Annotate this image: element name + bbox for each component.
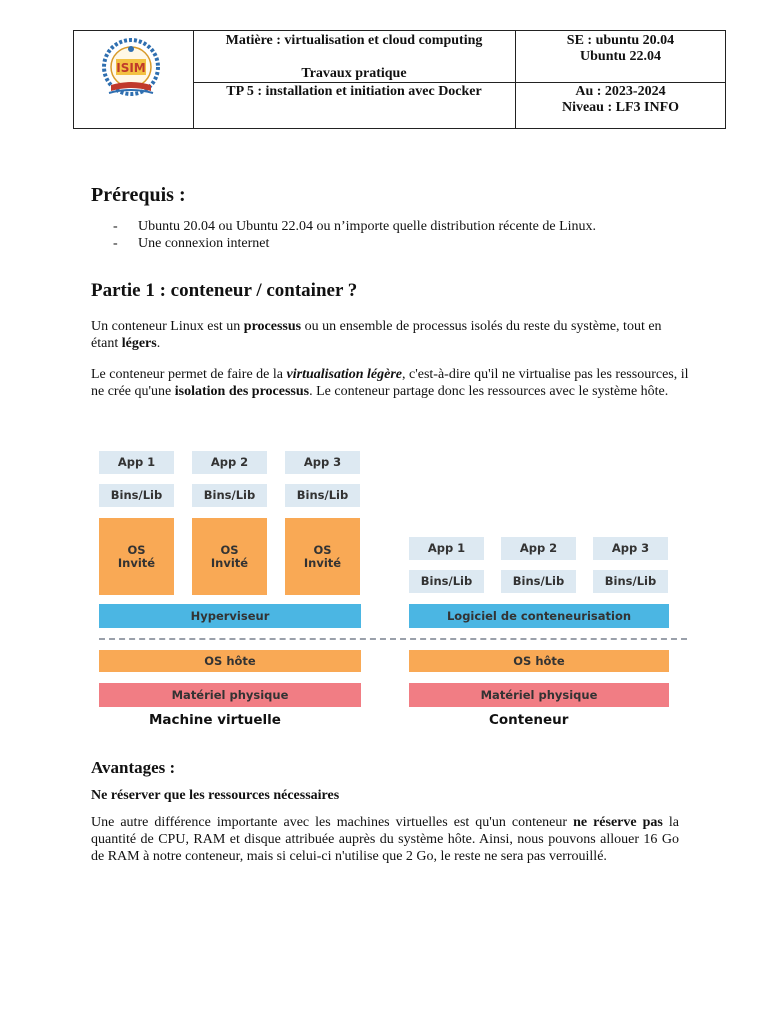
vm-app-box: App 3 <box>285 451 360 474</box>
container-app-box: App 2 <box>501 537 576 560</box>
vm-guest-os-box: OS Invité <box>99 518 174 595</box>
container-app-box: App 3 <box>593 537 668 560</box>
header-tp-title: TP 5 : installation et initiation avec Docker <box>226 84 482 99</box>
vm-app-box: App 2 <box>192 451 267 474</box>
paragraph: Le conteneur permet de faire de la virtualisation légère, c'est-à-dire qu'il ne virtualise pas les ressources, il ne crée qu'une isolation des processus. Le conteneur partage donc les ressources avec le système hôte. <box>91 367 689 399</box>
prerequisites-title: Prérequis : <box>91 184 186 206</box>
container-app-box: App 1 <box>409 537 484 560</box>
advantages-title: Avantages : <box>91 758 176 777</box>
diagram-separator <box>99 638 687 640</box>
logo-text: ISIM <box>116 61 146 75</box>
list-item: - Une connexion internet <box>113 235 596 252</box>
container-bins-box: Bins/Lib <box>593 570 668 593</box>
vm-bins-box: Bins/Lib <box>285 484 360 507</box>
header-level: Niveau : LF3 INFO <box>561 100 680 115</box>
vm-bins-box: Bins/Lib <box>192 484 267 507</box>
header-type: Travaux pratique <box>301 66 407 81</box>
vm-guest-os-box: OS Invité <box>285 518 360 595</box>
header-year: Au : 2023-2024 <box>575 84 666 99</box>
container-host-os-box: OS hôte <box>409 650 669 672</box>
vm-bins-box: Bins/Lib <box>99 484 174 507</box>
header-subject: Matière : virtualisation et cloud computing <box>225 33 483 48</box>
container-bins-box: Bins/Lib <box>501 570 576 593</box>
header-os-line1: SE : ubuntu 20.04 <box>566 33 675 48</box>
container-engine-box: Logiciel de conteneurisation <box>409 604 669 628</box>
vm-guest-os-box: OS Invité <box>192 518 267 595</box>
vm-hardware-box: Matériel physique <box>99 683 361 707</box>
vm-caption: Machine virtuelle <box>149 712 281 728</box>
prerequisites-list <box>113 218 596 252</box>
vm-app-box: App 1 <box>99 451 174 474</box>
vm-host-os-box: OS hôte <box>99 650 361 672</box>
container-caption: Conteneur <box>489 712 569 728</box>
container-bins-box: Bins/Lib <box>409 570 484 593</box>
paragraph: Une autre différence importante avec les machines virtuelles est qu'un conteneur ne réserve pas la quantité de CPU, RAM et disque attribuée auprès du système hôte. Ainsi, nous pouvons allouer 16 Go de RAM à notre conteneur, mais si celui-ci n'utilise que 2 Go, le reste ne sera pas verrouillé. <box>91 815 679 864</box>
header-os-line2: Ubuntu 22.04 <box>580 49 661 64</box>
header-divider <box>193 82 726 83</box>
section-title: Partie 1 : conteneur / container ? <box>91 280 358 301</box>
vm-vs-container-diagram <box>91 444 691 744</box>
container-hardware-box: Matériel physique <box>409 683 669 707</box>
hypervisor-box: Hyperviseur <box>99 604 361 628</box>
advantages-subtitle: Ne réserver que les ressources nécessaires <box>91 788 340 803</box>
paragraph: Un conteneur Linux est un processus ou un ensemble de processus isolés du reste du système, tout en étant légers. <box>91 319 662 351</box>
school-logo <box>89 37 173 103</box>
list-item: - Ubuntu 20.04 ou Ubuntu 22.04 ou n’importe quelle distribution récente de Linux. <box>113 218 596 235</box>
